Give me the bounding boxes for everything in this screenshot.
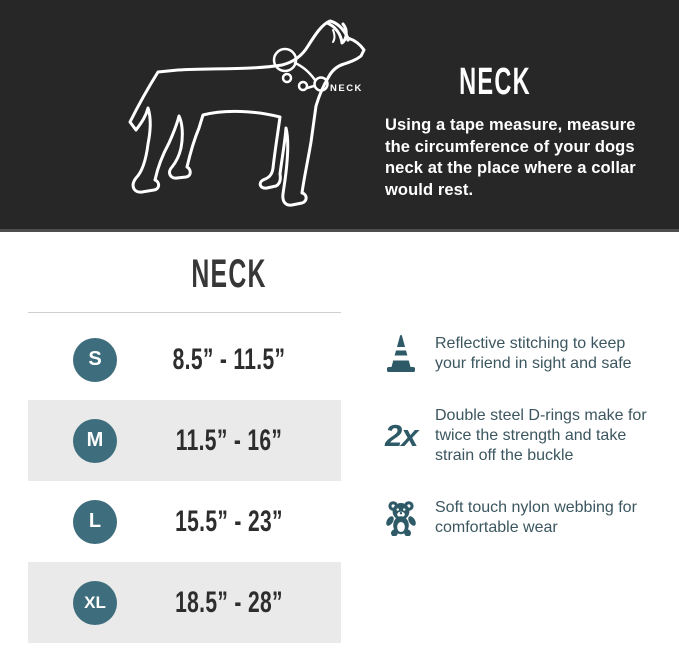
size-badge-m: M	[73, 419, 117, 463]
feature-list	[385, 334, 675, 570]
feature-text-drings: Double steel D-rings make for twice the strength and take strain off the buckle	[435, 407, 647, 464]
size-badge-xl: XL	[73, 581, 117, 625]
table-row-m	[28, 400, 341, 481]
feature-drings	[385, 406, 675, 466]
feature-reflective	[385, 334, 675, 374]
hero-description: Using a tape measure, measure the circumference of your dogs neck at the place where a collar would rest.	[385, 116, 636, 199]
size-table-title: NECK	[191, 252, 267, 296]
hero-title: NECK	[459, 61, 531, 103]
size-table	[28, 252, 341, 643]
hero-text-block	[385, 62, 655, 201]
collar-strap	[295, 63, 315, 88]
traffic-cone-icon	[385, 334, 435, 374]
size-rows	[28, 319, 341, 643]
size-range-s: 8.5” - 11.5”	[172, 342, 286, 376]
table-row-l	[28, 481, 341, 562]
size-range-m: 11.5” - 16”	[175, 423, 283, 457]
tape-dot-1	[283, 74, 291, 82]
neck-label: NECK	[330, 83, 363, 94]
hero-section	[0, 0, 679, 232]
feature-webbing	[385, 498, 675, 538]
dog-line-drawing	[122, 10, 372, 220]
feature-text-webbing: Soft touch nylon webbing for comfortable wear	[435, 499, 637, 536]
double-d-rings-2x-icon	[385, 418, 435, 454]
size-badge-s: S	[73, 338, 117, 382]
table-divider	[28, 312, 341, 313]
teddy-bear-icon	[385, 500, 435, 536]
dog-eye	[346, 38, 349, 41]
tape-dot-2	[299, 82, 307, 90]
dog-outline	[130, 21, 364, 205]
2x-label: 2x	[385, 418, 418, 453]
table-row-s	[28, 319, 341, 400]
dog-ear-inner	[333, 30, 335, 42]
size-range-xl: 18.5” - 28”	[175, 585, 283, 619]
feature-text-reflective: Reflective stitching to keep your friend in sight and safe	[435, 335, 632, 372]
table-row-xl	[28, 562, 341, 643]
size-range-l: 15.5” - 23”	[175, 504, 283, 538]
size-badge-l: L	[73, 500, 117, 544]
